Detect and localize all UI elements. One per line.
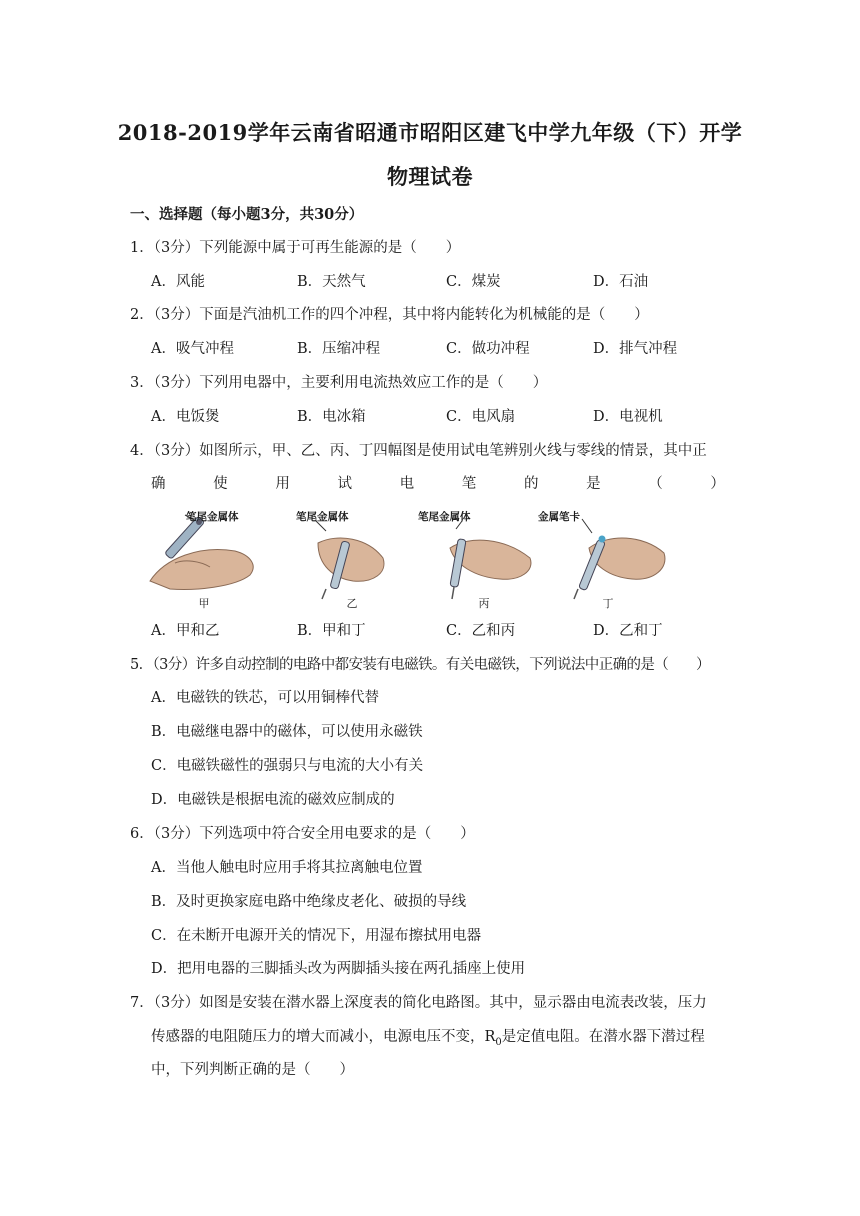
question-5-option-a: A．电磁铁的铁芯，可以用铜棒代替	[151, 690, 379, 706]
figure-label: 笔尾金属体	[186, 511, 239, 523]
stem-char: 的	[523, 476, 539, 492]
figure-label: 笔尾金属体	[296, 511, 349, 523]
figure-panel-jia	[140, 503, 268, 611]
stem-char: （	[648, 476, 663, 492]
exam-title-line1: 2018-2019学年云南省昭通市昭阳区建飞中学九年级（下）开学	[117, 120, 743, 145]
question-4-stem: 4．（3分）如图所示，甲、乙、丙、丁四幅图是使用试电笔辨别火线与零线的情景，其中正	[130, 443, 707, 459]
question-2-stem: 2．（3分）下面是汽油机工作的四个冲程，其中将内能转化为机械能的是（ ）	[130, 307, 649, 323]
question-6-stem: 6．（3分）下列选项中符合安全用电要求的是（ ）	[130, 826, 475, 842]
subscript: 0	[495, 1036, 502, 1048]
stem-char: 使	[213, 476, 228, 492]
question-1-option-b: B．天然气	[297, 274, 366, 290]
question-4-option-a: A．甲和乙	[151, 623, 220, 639]
stem-char: 笔	[461, 476, 477, 492]
question-3-stem: 3．（3分）下列用电器中，主要利用电流热效应工作的是（ ）	[130, 375, 548, 391]
question-5-option-c: C．电磁铁磁性的强弱只与电流的大小有关	[151, 758, 424, 774]
figure-caption: 丁	[602, 597, 614, 610]
exam-title-line2: 物理试卷	[387, 164, 473, 189]
figure-panel-yi	[288, 503, 416, 611]
figure-caption: 丙	[478, 597, 490, 610]
question-2-option-c: C．做功冲程	[446, 341, 530, 357]
question-1-option-c: C．煤炭	[446, 274, 501, 290]
question-1-option-a: A．风能	[151, 274, 205, 290]
section-heading: 一、选择题（每小题3分，共30分）	[130, 206, 364, 223]
question-6-option-c: C．在未断开电源开关的情况下，用湿布擦拭用电器	[151, 928, 482, 944]
question-7-stem: 7．（3分）如图是安装在潜水器上深度表的简化电路图。其中，显示器由电流表改装，压力	[130, 995, 707, 1011]
stem-text: 是定值电阻。在潜水器下潜过程	[501, 1029, 705, 1045]
question-6-option-a: A．当他人触电时应用手将其拉离触电位置	[151, 860, 423, 876]
stem-char: ）	[710, 476, 725, 492]
stem-char: 电	[399, 476, 415, 492]
question-4-option-d: D．乙和丁	[593, 623, 663, 639]
stem-char: 是	[586, 476, 601, 492]
figure-panel-ding	[538, 503, 672, 611]
figure-label: 笔尾金属体	[418, 511, 471, 523]
question-3-option-b: B．电冰箱	[297, 409, 366, 425]
figure-label: 金属笔卡	[538, 511, 580, 523]
question-7-stem-line3: 中，下列判断正确的是（ ）	[151, 1062, 354, 1078]
question-3-option-c: C．电风扇	[446, 409, 516, 425]
figure-panel-bing	[420, 503, 548, 611]
stem-char: 试	[337, 476, 352, 492]
stem-text: 传感器的电阻随压力的增大而减小，电源电压不变，R	[151, 1029, 496, 1045]
question-7-stem-line2	[151, 1025, 705, 1048]
question-5-stem: 5．（3分）许多自动控制的电路中都安装有电磁铁。有关电磁铁，下列说法中正确的是（ ）	[130, 657, 710, 673]
stem-char: 确	[151, 476, 166, 492]
figure-caption: 乙	[346, 597, 358, 610]
question-4-stem-continuation	[151, 472, 725, 493]
test-pen-figure	[140, 503, 700, 611]
question-5-option-b: B．电磁继电器中的磁体，可以使用永磁铁	[151, 724, 423, 740]
question-4-option-c: C．乙和丙	[446, 623, 516, 639]
question-5-option-d: D．电磁铁是根据电流的磁效应制成的	[151, 792, 395, 808]
question-3-option-a: A．电饭煲	[151, 409, 220, 425]
question-2-option-d: D．排气冲程	[593, 341, 678, 357]
stem-char: 用	[275, 476, 290, 492]
question-1-option-d: D．石油	[593, 274, 649, 290]
question-2-option-b: B．压缩冲程	[297, 341, 381, 357]
figure-caption: 甲	[198, 597, 210, 610]
question-4-option-b: B．甲和丁	[297, 623, 366, 639]
question-1-stem: 1．（3分）下列能源中属于可再生能源的是（ ）	[130, 240, 461, 256]
question-6-option-d: D．把用电器的三脚插头改为两脚插头接在两孔插座上使用	[151, 961, 526, 977]
question-3-option-d: D．电视机	[593, 409, 663, 425]
question-6-option-b: B．及时更换家庭电路中绝缘皮老化、破损的导线	[151, 894, 467, 910]
question-2-option-a: A．吸气冲程	[151, 341, 234, 357]
